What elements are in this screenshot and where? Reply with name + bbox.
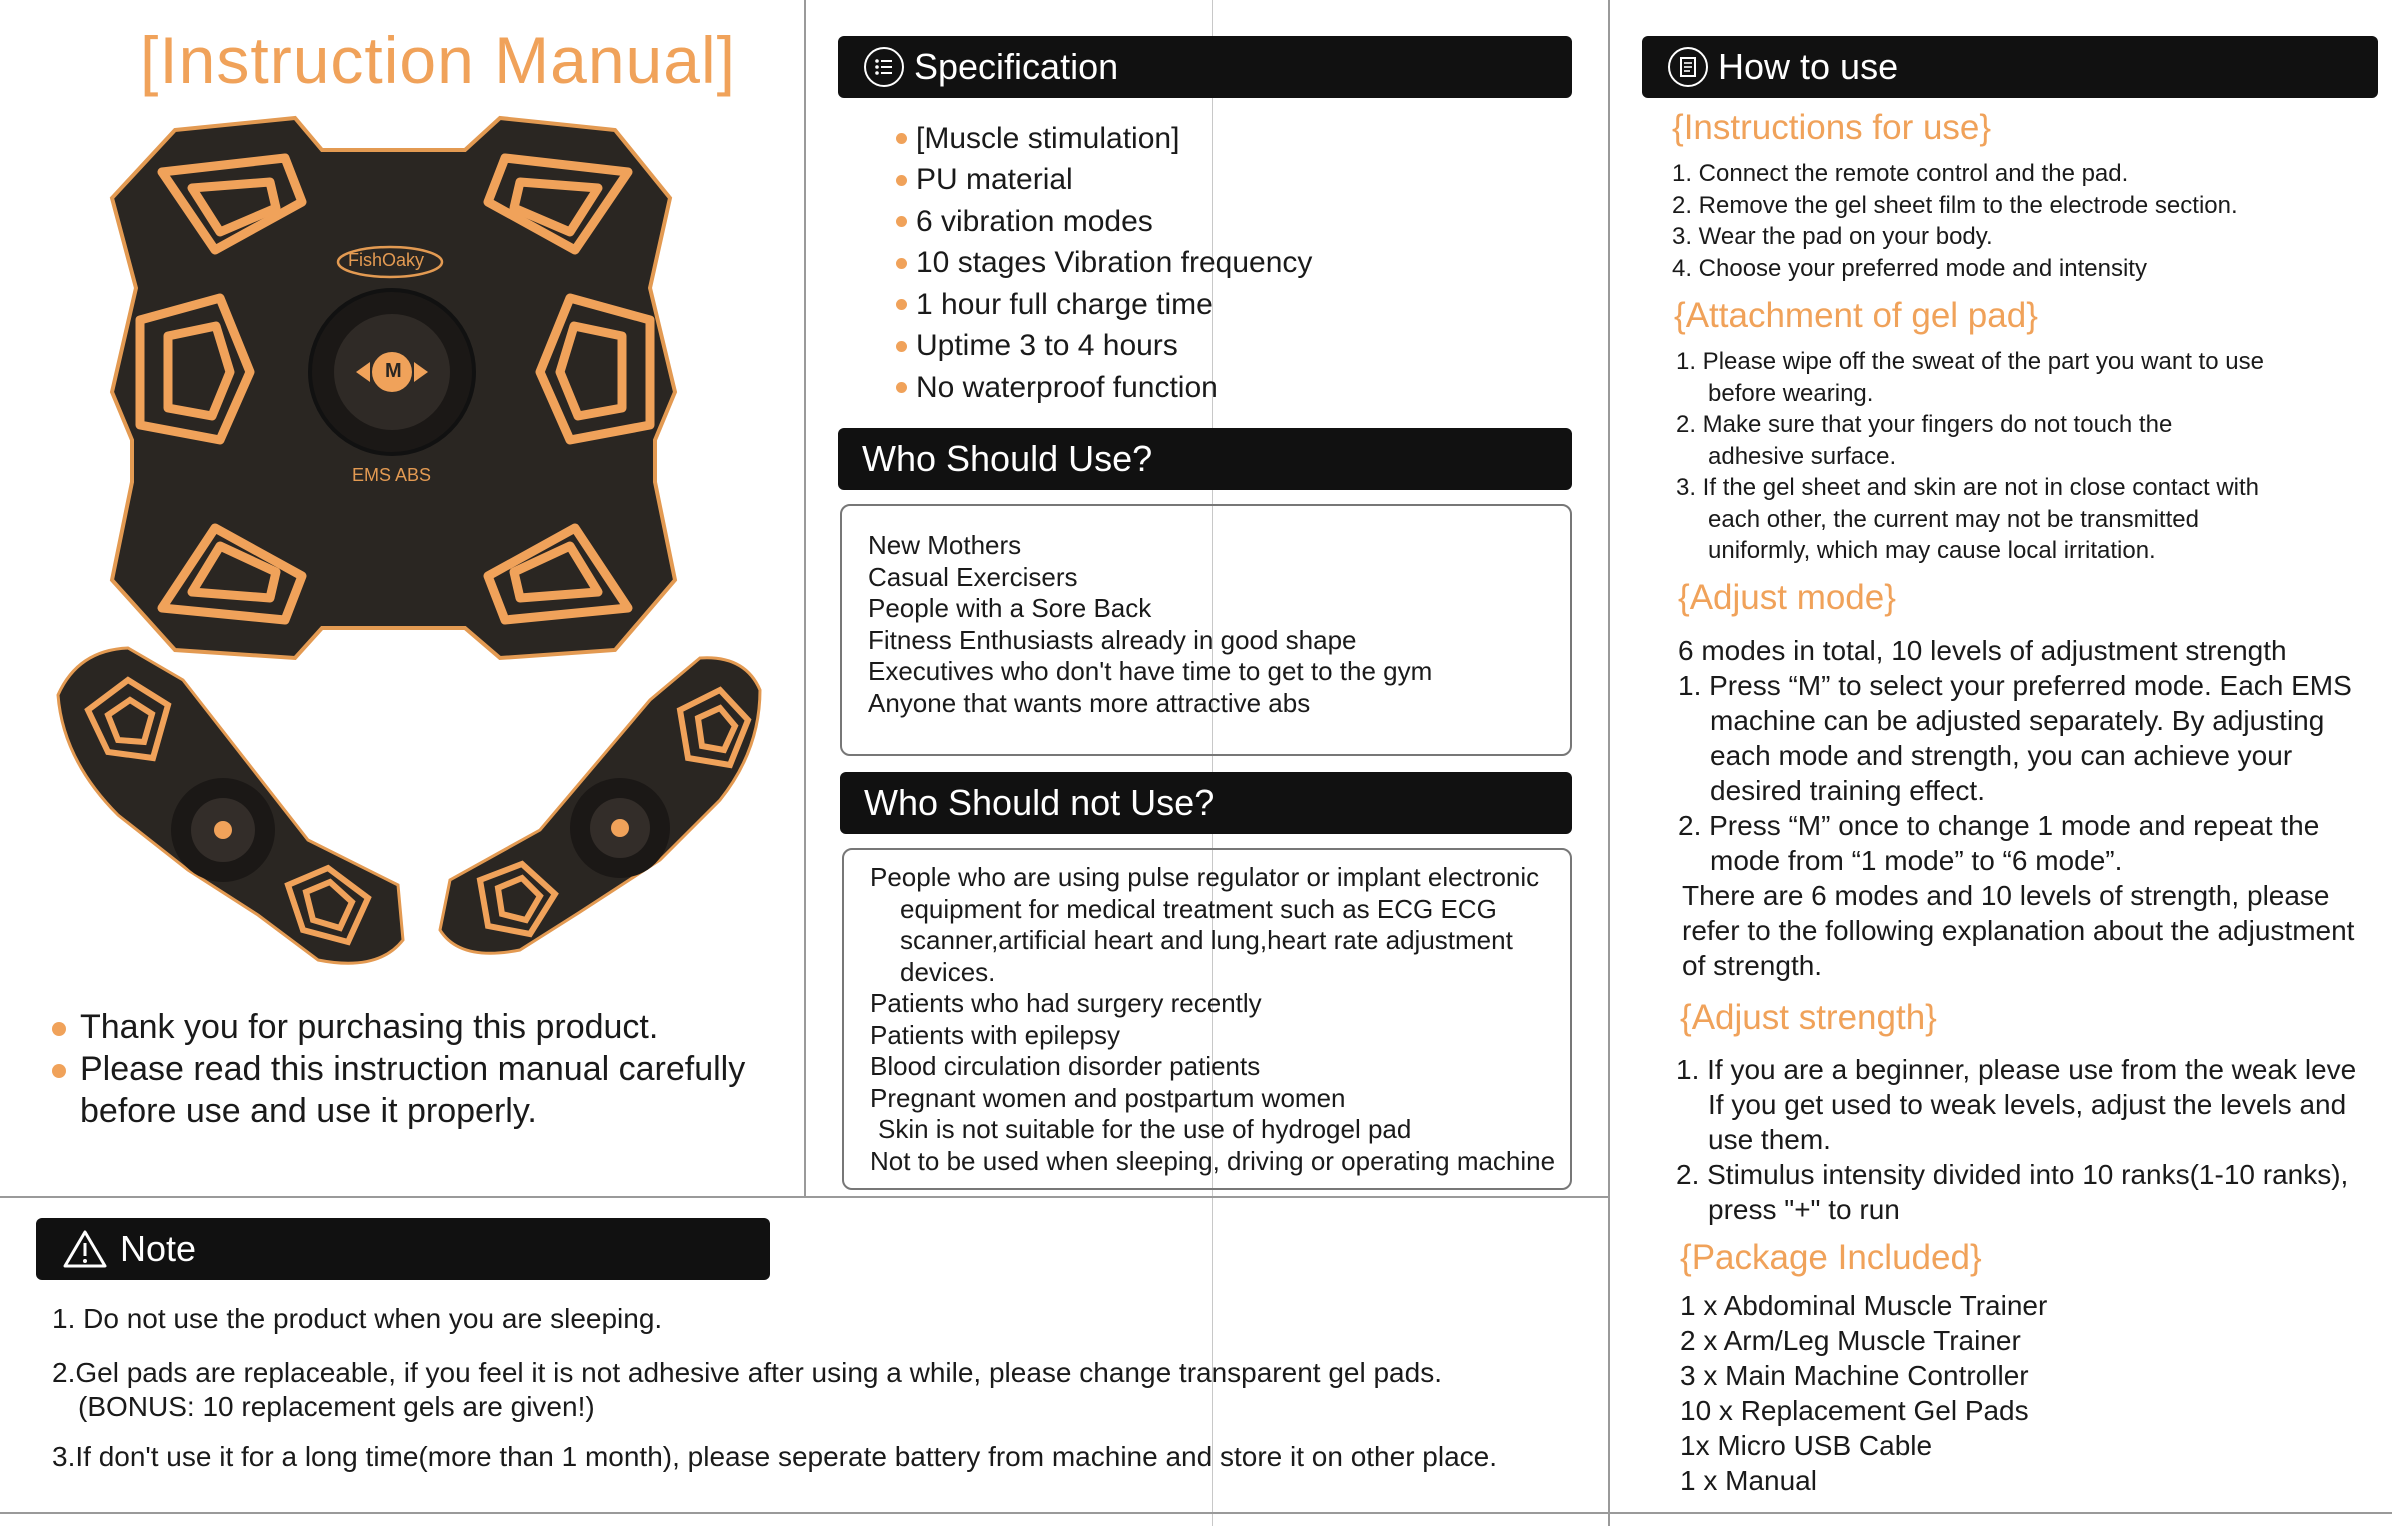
who-not-line: devices. [900,956,996,987]
who-should-not-use-title: Who Should not Use? [864,782,1215,823]
attachment-line: uniformly, which may cause local irritation. [1708,537,2156,564]
adjust-strength-line: press "+" to run [1708,1194,1900,1225]
note-line: (BONUS: 10 replacement gels are given!) [78,1391,595,1422]
page-title: [Instruction Manual] [140,23,736,97]
who-should-item: People with a Sore Back [868,593,1152,623]
who-not-line: Patients who had surgery recently [870,988,1262,1018]
bottom-divider [0,1512,2392,1514]
device-mode-button-label: M [385,360,402,382]
panel-divider-1 [804,0,806,1196]
adjust-mode-line: refer to the following explanation about the adjustment [1682,915,2355,946]
intro-line: Please read this instruction manual carefully [50,1048,745,1090]
adjust-mode-line: 2. Press “M” once to change 1 mode and repeat the [1678,810,2320,841]
who-should-use-header [838,428,1572,490]
intro-line: Thank you for purchasing this product. [50,1006,745,1048]
adjust-mode-line: each mode and strength, you can achieve your [1710,740,2293,771]
adjust-mode-line: mode from “1 mode” to “6 mode”. [1710,845,2123,876]
who-should-not-use-list [870,862,1555,1177]
adjust-mode-list [1678,633,2354,983]
adjust-mode-line: 6 modes in total, 10 levels of adjustment strength [1678,635,2287,666]
spec-item: PU material [896,160,1312,202]
spec-item: 1 hour full charge time [896,284,1312,326]
device-brand-label: FishOaky [348,250,425,270]
package-item: 1 x Abdominal Muscle Trainer [1680,1290,2048,1321]
warning-icon [62,1229,108,1269]
who-not-line: Not to be used when sleeping, driving or operating machine [870,1145,1556,1176]
package-item: 1 x Manual [1680,1465,1817,1496]
spec-item: Uptime 3 to 4 hours [896,326,1312,368]
adjust-mode-line: 1. Press “M” to select your preferred mode. Each EMS [1678,670,2352,701]
who-not-line: People who are using pulse regulator or implant electronic [870,862,1540,892]
intro-list [50,1006,745,1132]
package-item: 1x Micro USB Cable [1680,1430,1933,1461]
ems-abs-pad-image [70,110,720,670]
package-heading: {Package Included} [1680,1238,1982,1277]
how-to-use-title: How to use [1718,46,1899,87]
attachment-line: 3. If the gel sheet and skin are not in close contact with [1676,474,2260,501]
note-line: 3.If don't use it for a long time(more than 1 month), please seperate battery from machine and store it on other place. [52,1441,1498,1472]
note-divider [0,1196,1608,1198]
instruction-item: 1. Connect the remote control and the pad. [1672,160,2129,187]
note-header [36,1218,770,1280]
who-should-use-title: Who Should Use? [862,438,1153,479]
spec-item: 10 stages Vibration frequency [896,243,1312,285]
document-icon [1668,47,1708,87]
adjust-strength-heading: {Adjust strength} [1680,998,1937,1037]
who-not-line: Blood circulation disorder patients [870,1051,1261,1081]
spec-item: No waterproof function [896,367,1312,409]
note-line: 1. Do not use the product when you are sleeping. [52,1303,663,1334]
how-to-use-header [1642,36,2378,98]
who-not-line: Pregnant women and postpartum women [870,1082,1346,1113]
adjust-strength-line: use them. [1708,1124,1831,1155]
spec-item: 6 vibration modes [896,201,1312,243]
instruction-item: 4. Choose your preferred mode and intensity [1672,254,2147,282]
adjust-strength-list [1676,1052,2390,1227]
adjust-mode-line: desired training effect. [1710,775,1985,806]
instructions-list [1672,158,2238,284]
who-should-item: New Mothers [868,530,1022,560]
adjust-mode-line: machine can be adjusted separately. By adjusting [1710,705,2325,736]
instruction-item: 2. Remove the gel sheet film to the electrode section. [1672,191,2238,219]
note-title: Note [120,1228,197,1269]
adjust-mode-line: of strength. [1682,950,1823,981]
package-list [1680,1288,2047,1498]
adjust-strength-line: 2. Stimulus intensity divided into 10 ranks(1-10 ranks), [1676,1159,2349,1190]
adjust-strength-line: 1. If you are a beginner, please use from the weak leve [1676,1054,2357,1085]
who-not-line: scanner,artificial heart and lung,heart rate adjustment [900,925,1513,955]
attachment-line: each other, the current may not be transmitted [1708,505,2199,533]
who-not-line: equipment for medical treatment such as ECG ECG [900,893,1497,924]
attachment-line: before wearing. [1708,379,1874,407]
specification-header [838,36,1572,98]
package-item: 2 x Arm/Leg Muscle Trainer [1680,1325,2021,1356]
who-should-item: Casual Exercisers [868,561,1078,592]
arm-leg-pad-right-image [430,650,770,970]
attachment-line: 1. Please wipe off the sweat of the part you want to use [1676,348,2264,375]
device-model-label: EMS ABS [352,465,432,485]
who-not-line: Skin is not suitable for the use of hydrogel pad [878,1114,1412,1144]
attachment-line: 2. Make sure that your fingers do not touch the [1676,411,2173,438]
who-not-line: Patients with epilepsy [870,1019,1121,1050]
list-icon [864,47,904,87]
intro-line-continued: before use and use it properly. [80,1092,537,1130]
arm-leg-pad-left-image [48,640,438,980]
spec-item: [Muscle stimulation] [896,118,1312,160]
adjust-mode-line: There are 6 modes and 10 levels of strength, please [1682,880,2330,911]
who-should-not-use-header [840,772,1572,834]
attachment-heading: {Attachment of gel pad} [1674,296,2038,335]
who-should-item: Executives who don't have time to get to the gym [868,656,1433,686]
who-should-use-list [868,530,1432,719]
specification-list [896,118,1312,409]
instructions-heading: {Instructions for use} [1672,108,1992,147]
panel-divider-2 [1608,0,1610,1526]
note-list [52,1302,1497,1474]
who-should-item: Anyone that wants more attractive abs [868,687,1311,718]
note-line: 2.Gel pads are replaceable, if you feel it is not adhesive after using a while, please change transparent gel pads. [52,1357,1442,1388]
who-should-item: Fitness Enthusiasts already in good shape [868,624,1357,655]
adjust-strength-line: If you get used to weak levels, adjust the levels and [1708,1089,2347,1120]
adjust-mode-heading: {Adjust mode} [1678,578,1896,617]
attachment-list [1676,346,2264,567]
package-item: 3 x Main Machine Controller [1680,1360,2029,1391]
instruction-item: 3. Wear the pad on your body. [1672,223,1993,250]
package-item: 10 x Replacement Gel Pads [1680,1395,2029,1426]
attachment-line: adhesive surface. [1708,442,1897,470]
specification-title: Specification [914,46,1119,87]
